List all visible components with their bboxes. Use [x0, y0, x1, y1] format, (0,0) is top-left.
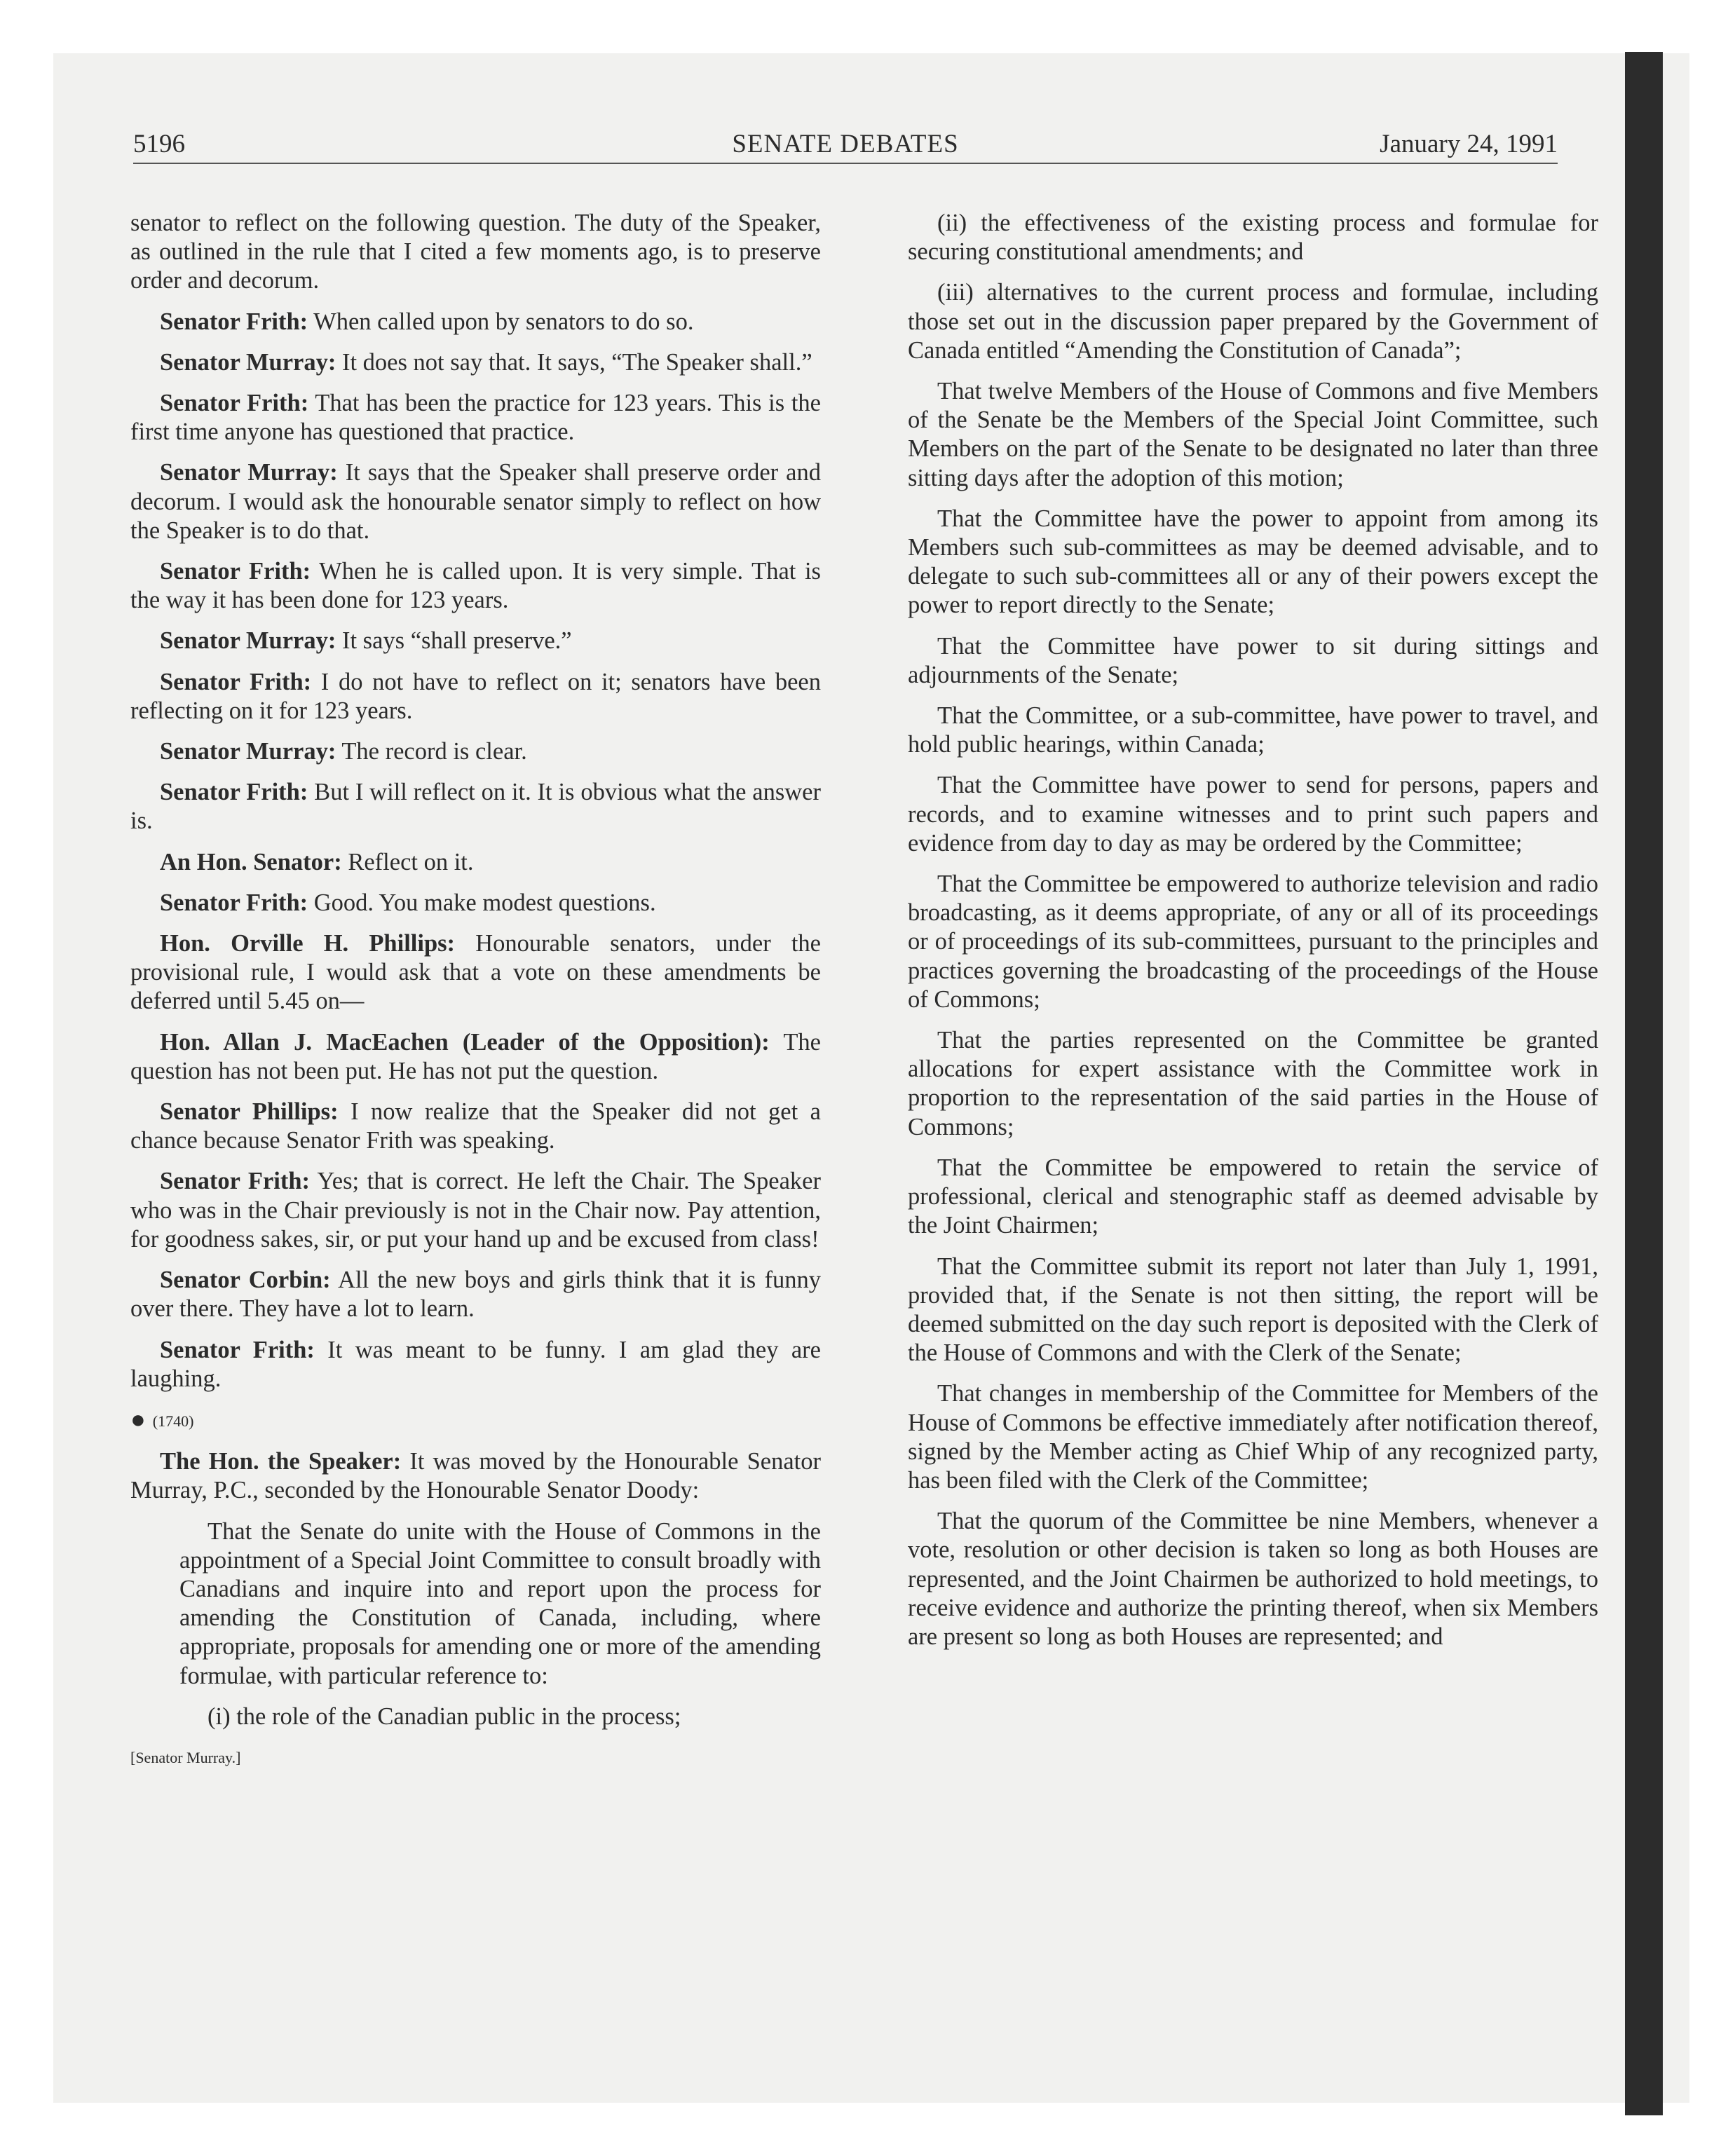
motion-paragraph: That changes in membership of the Committee for Members of the House of Commons be effective immediately after notification thereof, signed by the Member acting as Chief Whip of any recognized party, has been filed with the Clerk of the Committee; — [908, 1380, 1598, 1494]
speech-text: The question has not been put. He has not put the question. — [130, 1028, 821, 1084]
speaker-name: Senator Frith: — [160, 668, 312, 695]
motion-item: (i) the role of the Canadian public in the process; — [207, 1703, 681, 1730]
speech — [130, 1447, 821, 1505]
speaker-name: Senator Frith: — [160, 889, 308, 916]
motion-paragraph: That the Committee be empowered to authorize television and radio broadcasting, as it deems appropriate, of any or all of its proceedings or of proceedings of its sub-committees, pursuant to the principles and practices governing the broadcasting of the proceedings of the House of Commons; — [908, 871, 1598, 1013]
speaker-name: Hon. Allan J. MacEachen (Leader of the Opposition): — [160, 1028, 770, 1056]
paragraph: senator to reflect on the following question. The duty of the Speaker, as outlined in the rule that I cited a few moments ago, is to preserve order and decorum. — [130, 210, 821, 294]
speaker-name: Senator Murray: — [160, 348, 336, 376]
header-date: January 24, 1991 — [1380, 130, 1558, 158]
right-column — [908, 209, 1598, 1663]
speaker-name: Senator Frith: — [160, 779, 308, 806]
motion-paragraph: That the Committee submit its report not later than July 1, 1991, provided that, if the Senate is not then sitting, the report will be deemed submitted on the day such report is deposited with the Clerk of the House of Commons and with the Clerk of the Senate; — [908, 1253, 1598, 1367]
motion-paragraph: That the Committee, or a sub-committee, have power to travel, and hold public hearings, within Canada; — [908, 702, 1598, 758]
speech — [130, 1028, 821, 1086]
speech — [130, 737, 821, 766]
speech-text: Good. You make modest questions. — [308, 889, 656, 916]
speech — [130, 889, 821, 917]
speaker-name: Senator Frith: — [160, 1168, 311, 1195]
motion-paragraph: That the Committee have power to sit during sittings and adjournments of the Senate; — [908, 632, 1598, 688]
motion-paragraph: That the parties represented on the Committee be granted allocations for expert assistance with the Committee work in proportion to the representation of the said parties in the House of Commons; — [908, 1027, 1598, 1140]
speaker-name: Senator Phillips: — [160, 1098, 339, 1126]
speech — [130, 348, 821, 377]
speech — [130, 778, 821, 835]
speaker-name: Senator Frith: — [160, 308, 308, 335]
speech — [130, 668, 821, 725]
speech-text: I now realize that the Speaker did not get a chance because Senator Frith was speaking. — [130, 1098, 821, 1154]
bullet-dot-icon: ● — [130, 1405, 146, 1433]
speech — [130, 848, 821, 877]
motion-item: (iii) alternatives to the current process and formulae, including those set out in the discussion paper prepared by the Government of Canada entitled “Amending the Constitution of Canada”; — [908, 279, 1598, 364]
motion-paragraph: That the Committee be empowered to retain the service of professional, clerical and stenographic staff as deemed advisable by the Joint Chairmen; — [908, 1154, 1598, 1239]
publication-title: SENATE DEBATES — [732, 130, 959, 158]
speech-text: When he is called upon. It is very simple. That is the way it has been done for 123 years. — [130, 558, 821, 614]
footer-note: [Senator Murray.] — [130, 1748, 241, 1766]
motion-paragraph: That the quorum of the Committee be nine Members, whenever a vote, resolution or other decision is taken so long as both Houses are represented, and the Joint Chairmen be authorized to hold meetings, to receive evidence and authorize the printing thereof, when six Members are present so long as both Houses are represented; and — [908, 1508, 1598, 1650]
scan-edge-shadow — [1625, 52, 1663, 2115]
speech-text: It was meant to be funny. I am glad they are laughing. — [130, 1336, 821, 1392]
left-column — [130, 209, 821, 1784]
speech-text: It says that the Speaker shall preserve order and decorum. I would ask the honourable senator simply to reflect on how the Speaker is to do that. — [130, 459, 821, 544]
speech — [130, 458, 821, 545]
speech-text: That has been the practice for 123 years. This is the first time anyone has questioned that practice. — [130, 390, 821, 446]
speech — [130, 1266, 821, 1323]
speaker-name: Senator Murray: — [160, 459, 338, 486]
speaker-name: Senator Murray: — [160, 627, 336, 655]
speech-text: But I will reflect on it. It is obvious what the answer is. — [130, 779, 821, 835]
speech — [130, 1336, 821, 1393]
speech-text: It was moved by the Honourable Senator Murray, P.C., seconded by the Honourable Senator Doody: — [130, 1448, 821, 1504]
speech-text: Honourable senators, under the provisional rule, I would ask that a vote on these amendments be deferred until 5.45 on— — [130, 930, 821, 1015]
speaker-name: Senator Frith: — [160, 558, 311, 585]
speech-text: It does not say that. It says, “The Speaker shall.” — [336, 348, 812, 376]
motion-paragraph: That the Committee have the power to appoint from among its Members such sub-committees as may be deemed advisable, and to delegate to such sub-committees all or any of their powers except the power to report directly to the Senate; — [908, 505, 1598, 619]
speech-text: Reflect on it. — [341, 848, 474, 875]
speech — [130, 557, 821, 615]
motion-paragraph: That the Committee have power to send for persons, papers and records, and to examine witnesses and to print such papers and evidence from day to day as may be ordered by the Committee; — [908, 772, 1598, 857]
speaker-name: Senator Frith: — [160, 1336, 315, 1363]
speech-text: When called upon by senators to do so. — [308, 308, 694, 335]
speaker-name: Senator Frith: — [160, 390, 309, 417]
motion-paragraph: That twelve Members of the House of Commons and five Members of the Senate be the Members of the Special Joint Committee, such Members on the part of the Senate to be designated no later than three sitting days after the adoption of this motion; — [908, 378, 1598, 491]
page-number: 5196 — [133, 130, 185, 158]
time-marker-text: (1740) — [152, 1412, 194, 1430]
speech — [130, 1098, 821, 1155]
speaker-name: Hon. Orville H. Phillips: — [160, 930, 456, 957]
speaker-name: The Hon. the Speaker: — [160, 1448, 402, 1475]
header-rule — [133, 163, 1558, 164]
speech-text: The record is clear. — [336, 738, 527, 765]
speech-text: It says “shall preserve.” — [336, 627, 572, 655]
speech — [130, 308, 821, 336]
running-header — [133, 128, 1558, 161]
speech — [130, 929, 821, 1016]
speech — [130, 389, 821, 446]
speaker-name: Senator Murray: — [160, 738, 336, 765]
speaker-name: Senator Corbin: — [160, 1267, 331, 1294]
speech-text: All the new boys and girls think that it is funny over there. They have a lot to learn. — [130, 1267, 821, 1323]
speech-text: Yes; that is correct. He left the Chair. The Speaker who was in the Chair previously is not in the Chair now. Pay attention, for goodness sakes, sir, or put your hand up and be excused from class! — [130, 1168, 821, 1253]
motion-item: (ii) the effectiveness of the existing process and formulae for securing constitutional amendments; and — [908, 210, 1598, 266]
time-marker — [130, 1405, 821, 1435]
speaker-name: An Hon. Senator: — [160, 848, 342, 875]
motion-quote: That the Senate do unite with the House of Commons in the appointment of a Special Joint Committee to consult broadly with Canadians and inquire into and report upon the process for amending the Constitution of Canada, including, where appropriate, proposals for amending one or more of the amending formulae, with particular reference to: — [179, 1517, 821, 1689]
speech — [130, 1167, 821, 1254]
speech-text: I do not have to reflect on it; senators have been reflecting on it for 123 years. — [130, 668, 821, 724]
speech — [130, 627, 821, 655]
